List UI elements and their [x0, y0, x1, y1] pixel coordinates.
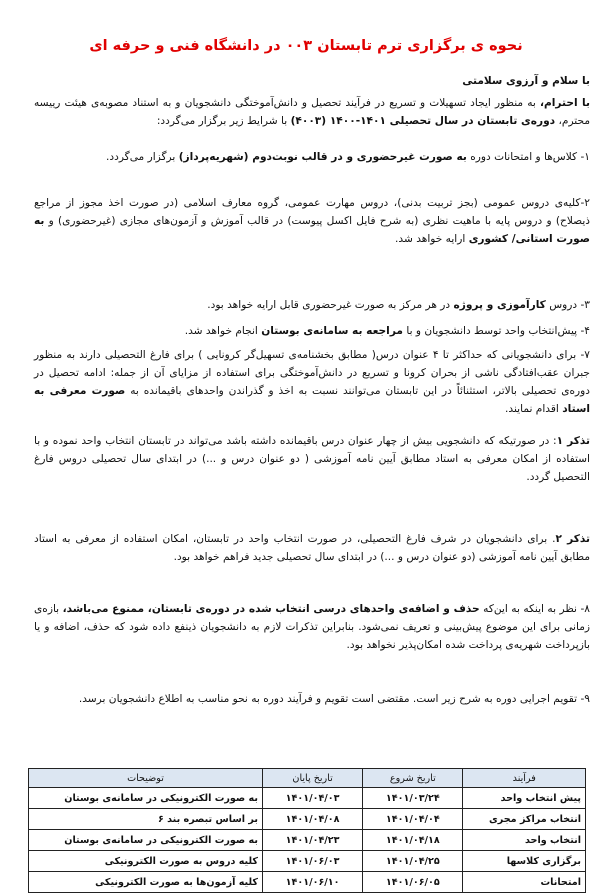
header-end: تاریخ پایان — [262, 769, 362, 788]
cell-start: ۱۴۰۱/۰۴/۱۸ — [363, 830, 463, 851]
item-8-text-c: بازه‌ی زمانی برای این موضوع پیش‌بینی و تعریف نمی‌شود. بنابراین تذکرات لازم به دانشجویان ذینفع داده شود که حذف، اضافه و یا بازپرداخت شهریه‌ی پرداخت شده امکان‌پذیر نخواهد بود. — [34, 603, 590, 651]
item-7-bold: صورت معرفی به استاد — [34, 385, 590, 415]
cell-end: ۱۴۰۱/۰۶/۱۰ — [262, 872, 362, 893]
cell-notes: کلیه دروس به صورت الکترونیکی — [29, 851, 263, 872]
item-1-text-c: برگزار می‌گردد. — [106, 151, 179, 163]
cell-process: پیش انتخاب واحد — [463, 788, 586, 809]
item-1-text-a: ۱- کلاس‌ها و امتحانات دوره — [466, 151, 590, 163]
item-2-text-a: ۲-کلیه‌ی دروس عمومی (بجز تربیت بدنی)، دروس مهارت عمومی، گروه معارف اسلامی (در صورت اخذ مجوز از مراجع ذیصلاح) و دروس پایه با ماهیت نظری (به شرح فایل اکسل پیوست) در قالب آموزش و آزمون‌های مجازی (غیرحضوری) و — [34, 197, 590, 227]
intro-part1: به منظور ایجاد تسهیلات و تسریع در فرآیند تحصیل و دانش‌آموختگی دانشجویان و به استناد مصوبه‌ی هیئت رییسه محترم، — [34, 97, 590, 127]
cell-end: ۱۴۰۱/۰۶/۰۳ — [262, 851, 362, 872]
cell-process: انتخاب مراکز مجری — [463, 809, 586, 830]
item-4-text-a: ۴- پیش‌انتخاب واحد توسط دانشجویان و با — [402, 325, 590, 337]
table-row — [29, 788, 586, 809]
note-2 — [34, 530, 590, 566]
cell-end: ۱۴۰۱/۰۴/۰۸ — [262, 809, 362, 830]
cell-notes: به صورت الکترونیکی در سامانه‌ی بوستان — [29, 830, 263, 851]
item-9 — [34, 690, 590, 708]
item-3-text-a: ۳- دروس — [545, 299, 590, 311]
cell-process: برگزاری کلاسها — [463, 851, 586, 872]
note-1-text: : در صورتیکه که دانشجویی بیش از چهار عنوان درس باقیمانده داشته باشد می‌تواند در تابستان انتخاب واحد نموده و با استفاده از امکان معرفی به استاد مطابق آیین نامه آموزشی ( دو عنوان درس و ...) در ابتدای سال تحصیلی دروس فارغ التحصیل گردد. — [34, 435, 590, 483]
cell-end: ۱۴۰۱/۰۴/۰۳ — [262, 788, 362, 809]
cell-notes: بر اساس تبصره بند ۶ — [29, 809, 263, 830]
cell-notes: کلیه آزمون‌ها به صورت الکترونیکی — [29, 872, 263, 893]
intro-bold-start: با احترام، — [539, 97, 590, 109]
cell-start: ۱۴۰۱/۰۴/۰۴ — [363, 809, 463, 830]
item-7-text-c: اقدام نمایند. — [505, 403, 563, 415]
schedule-table — [28, 768, 586, 893]
note-2-label: تذکر ۲ — [555, 533, 590, 545]
item-2-bold: به صورت استانی/ کشوری — [34, 215, 590, 245]
item-4-bold: مراجعه به سامانه‌ی بوستان — [261, 325, 403, 337]
item-8-text-a: ۸- نظر به اینکه به این‌که — [479, 603, 590, 615]
item-3 — [34, 296, 590, 314]
item-8-bold: حذف و اضافه‌ی واحدهای درسی انتخاب شده در دوره‌ی تابستان، ممنوع می‌باشد، — [62, 603, 480, 615]
table-row — [29, 872, 586, 893]
item-3-text-c: در هر مرکز به صورت غیرحضوری قابل ارایه خواهد بود. — [207, 299, 454, 311]
item-4-text-c: انجام خواهد شد. — [184, 325, 262, 337]
cell-start: ۱۴۰۱/۰۶/۰۵ — [363, 872, 463, 893]
intro-paragraph — [34, 94, 590, 130]
note-2-text: . برای دانشجویان در شرف فارغ التحصیلی، در صورت انتخاب واحد در تابستان، امکان استفاده از معرفی به استاد مطابق آیین نامه آموزشی (دو عنوان درس و ...) در ابتدای سال تحصیلی جدید فراهم خواهد بود. — [34, 533, 590, 563]
intro-bold-middle: دوره‌ی تابستان در سال تحصیلی ۱۴۰۱-۱۴۰۰ (۴۰۰۳) — [290, 115, 556, 127]
item-2-text-c: ارایه خواهد شد. — [395, 233, 469, 245]
item-1 — [34, 148, 590, 166]
item-7 — [34, 346, 590, 418]
note-1 — [34, 432, 590, 486]
note-1-label: تذکر ۱ — [556, 435, 590, 447]
cell-process: انتخاب واحد — [463, 830, 586, 851]
item-4 — [34, 322, 590, 340]
table-header-row — [29, 769, 586, 788]
cell-start: ۱۴۰۱/۰۳/۲۴ — [363, 788, 463, 809]
header-start: تاریخ شروع — [363, 769, 463, 788]
cell-end: ۱۴۰۱/۰۴/۲۳ — [262, 830, 362, 851]
cell-notes: به صورت الکترونیکی در سامانه‌ی بوستان — [29, 788, 263, 809]
item-9-text: ۹- تقویم اجرایی دوره به شرح زیر است. مقتضی است تقویم و فرآیند دوره به نحو مناسب به اطلاع دانشجویان برسد. — [78, 693, 590, 705]
table-row — [29, 851, 586, 872]
header-process: فرآیند — [463, 769, 586, 788]
document-title: نحوه ی برگزاری ترم تابستان ۰۰۳ در دانشگاه فنی و حرفه ای — [89, 38, 523, 54]
cell-process: امتحانات — [463, 872, 586, 893]
greeting: با سلام و آرزوی سلامتی — [462, 75, 590, 87]
item-2 — [34, 194, 590, 248]
item-3-bold: کارآموزی و پروژه — [453, 299, 546, 311]
table-row — [29, 809, 586, 830]
header-notes: توضیحات — [29, 769, 263, 788]
cell-start: ۱۴۰۱/۰۴/۲۵ — [363, 851, 463, 872]
intro-part2: با شرایط زیر برگزار می‌گردد: — [156, 115, 291, 127]
item-1-bold: به صورت غیرحضوری و در قالب نوبت‌دوم (شهریه‌پرداز) — [178, 151, 467, 163]
item-7-text-a: ۷- برای دانشجویانی که حداکثر تا ۴ عنوان درس( مطابق بخشنامه‌ی تسهیل‌گر کرونایی ) برای فارغ التحصیلی دارند به منظور جبران عقب‌افتادگی ناشی از بحران کرونا و تسریع در دانش‌آموختگی برای استفاده از مزایای آن از جمله: ادامه تحصیل در دوره‌ی تحصیلی بالاتر، استثنائاً در این تابستان می‌توانند نسبت به اخذ و گذراندن واحدهای باقیمانده به — [34, 349, 590, 397]
item-8 — [34, 600, 590, 654]
table-row — [29, 830, 586, 851]
